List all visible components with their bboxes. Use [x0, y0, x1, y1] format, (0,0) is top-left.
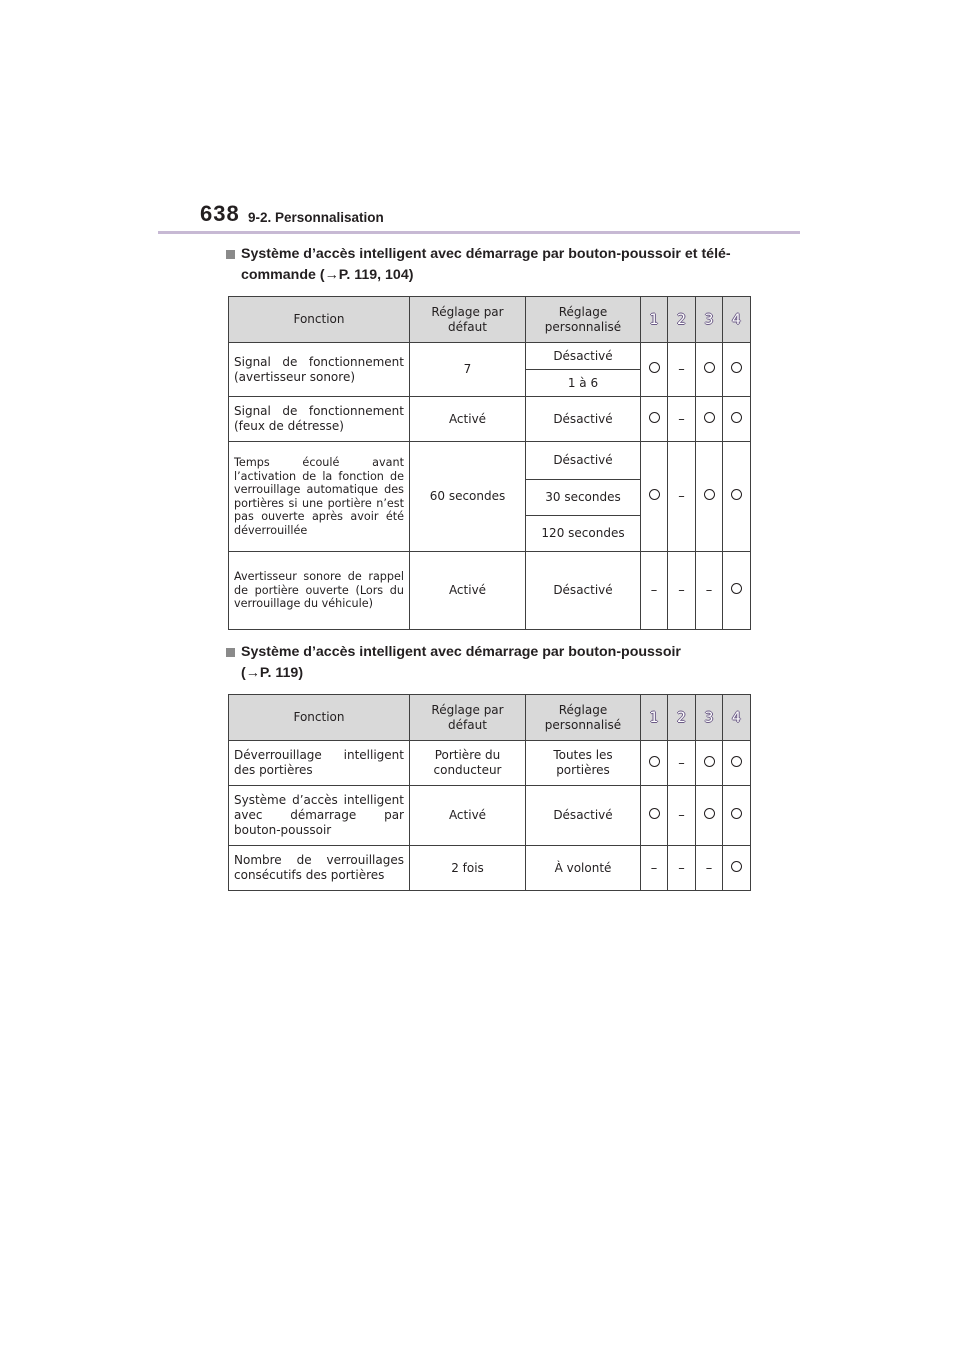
mark-cell-3: [696, 397, 723, 442]
mark-cell-2: –: [668, 741, 696, 786]
mark-cell-1: [641, 397, 668, 442]
section2-heading-line1: Système d’accès intelligent avec démarrage par bouton-poussoir: [241, 644, 681, 660]
table-row: [229, 442, 751, 480]
section2-heading-line2: (→P. 119): [241, 665, 304, 681]
circle-mark-icon: [704, 362, 715, 373]
function-cell: Avertisseur sonore de rappel de portière ouverte (Lors du verrouillage du véhicule): [229, 552, 410, 630]
col-header-function: Fonction: [229, 695, 410, 741]
circle-mark-icon: [649, 412, 660, 423]
custom-cell: Désactivé: [526, 397, 641, 442]
default-cell: 7: [410, 343, 526, 397]
col-header-2: 2: [668, 297, 696, 343]
col-header-1: 1: [641, 297, 668, 343]
circle-mark-icon: [731, 808, 742, 819]
mark-cell-3: [696, 442, 723, 552]
custom-cell: Désactivé: [526, 786, 641, 846]
col-header-custom: Réglage personnalisé: [526, 297, 641, 343]
default-cell: Activé: [410, 786, 526, 846]
custom-cell: 1 à 6: [526, 370, 641, 397]
table-row: [229, 786, 751, 846]
custom-cell: Désactivé: [526, 552, 641, 630]
mark-cell-1: [641, 442, 668, 552]
mark-cell-1: –: [641, 552, 668, 630]
circle-mark-icon: [649, 362, 660, 373]
col-header-custom: Réglage personnalisé: [526, 695, 641, 741]
mark-cell-2: –: [668, 552, 696, 630]
table-row: [229, 397, 751, 442]
page-header: [158, 201, 800, 237]
custom-cell: Toutes les portières: [526, 741, 641, 786]
mark-cell-4: [723, 741, 751, 786]
mark-cell-4: [723, 786, 751, 846]
page-number: 638: [200, 201, 240, 226]
circle-mark-icon: [649, 756, 660, 767]
custom-cell: 30 secondes: [526, 480, 641, 516]
mark-cell-3: –: [696, 552, 723, 630]
circle-mark-icon: [704, 756, 715, 767]
default-cell: Activé: [410, 552, 526, 630]
section1-heading-line2: commande (→P. 119, 104): [241, 267, 414, 283]
col-header-4: 4: [723, 297, 751, 343]
default-cell: 60 secondes: [410, 442, 526, 552]
circle-mark-icon: [649, 808, 660, 819]
col-header-default: Réglage par défaut: [410, 695, 526, 741]
col-header-function: Fonction: [229, 297, 410, 343]
header-rule: [158, 231, 800, 234]
circle-mark-icon: [731, 489, 742, 500]
function-cell: Nombre de verrouillages consécutifs des portières: [229, 846, 410, 891]
mark-cell-3: –: [696, 846, 723, 891]
col-header-3: 3: [696, 297, 723, 343]
custom-cell: Désactivé: [526, 343, 641, 370]
mark-cell-1: [641, 343, 668, 397]
table-row: [229, 343, 751, 370]
mark-cell-3: [696, 786, 723, 846]
default-cell: Portière du conducteur: [410, 741, 526, 786]
circle-mark-icon: [731, 412, 742, 423]
mark-cell-1: –: [641, 846, 668, 891]
circle-mark-icon: [731, 583, 742, 594]
default-cell: Activé: [410, 397, 526, 442]
col-header-3: 3: [696, 695, 723, 741]
custom-cell: 120 secondes: [526, 516, 641, 552]
section-title: 9-2. Personnalisation: [248, 210, 384, 225]
mark-cell-2: –: [668, 846, 696, 891]
table-row: [229, 552, 751, 630]
mark-cell-3: [696, 343, 723, 397]
circle-mark-icon: [731, 861, 742, 872]
table-header-row: [229, 297, 751, 343]
table-row: [229, 741, 751, 786]
col-header-2: 2: [668, 695, 696, 741]
custom-cell: Désactivé: [526, 442, 641, 480]
table-row: [229, 846, 751, 891]
settings-table-1: [228, 296, 751, 630]
default-cell: 2 fois: [410, 846, 526, 891]
mark-cell-4: [723, 846, 751, 891]
mark-cell-4: [723, 552, 751, 630]
mark-cell-2: –: [668, 397, 696, 442]
mark-cell-4: [723, 442, 751, 552]
mark-cell-4: [723, 343, 751, 397]
function-cell: Signal de fonctionnement (feux de détresse): [229, 397, 410, 442]
col-header-default: Réglage par défaut: [410, 297, 526, 343]
mark-cell-3: [696, 741, 723, 786]
settings-table-2: [228, 694, 751, 891]
circle-mark-icon: [704, 489, 715, 500]
function-cell: Temps écoulé avant l’activation de la fonction de verrouillage automatique des portières si une portière n’est pas ouverte après avoir été déverrouillée: [229, 442, 410, 552]
circle-mark-icon: [649, 489, 660, 500]
circle-mark-icon: [731, 756, 742, 767]
bullet-square-icon: [226, 648, 235, 657]
table-header-row: [229, 695, 751, 741]
circle-mark-icon: [704, 808, 715, 819]
function-cell: Déverrouillage intelligent des portières: [229, 741, 410, 786]
mark-cell-2: –: [668, 442, 696, 552]
mark-cell-2: –: [668, 343, 696, 397]
circle-mark-icon: [704, 412, 715, 423]
mark-cell-4: [723, 397, 751, 442]
mark-cell-1: [641, 741, 668, 786]
function-cell: Signal de fonctionnement (avertisseur sonore): [229, 343, 410, 397]
section1-heading-line1: Système d’accès intelligent avec démarrage par bouton-poussoir et télé-: [241, 246, 731, 262]
mark-cell-2: –: [668, 786, 696, 846]
bullet-square-icon: [226, 250, 235, 259]
mark-cell-1: [641, 786, 668, 846]
custom-cell: À volonté: [526, 846, 641, 891]
col-header-4: 4: [723, 695, 751, 741]
function-cell: Système d’accès intelligent avec démarrage par bouton-poussoir: [229, 786, 410, 846]
col-header-1: 1: [641, 695, 668, 741]
circle-mark-icon: [731, 362, 742, 373]
